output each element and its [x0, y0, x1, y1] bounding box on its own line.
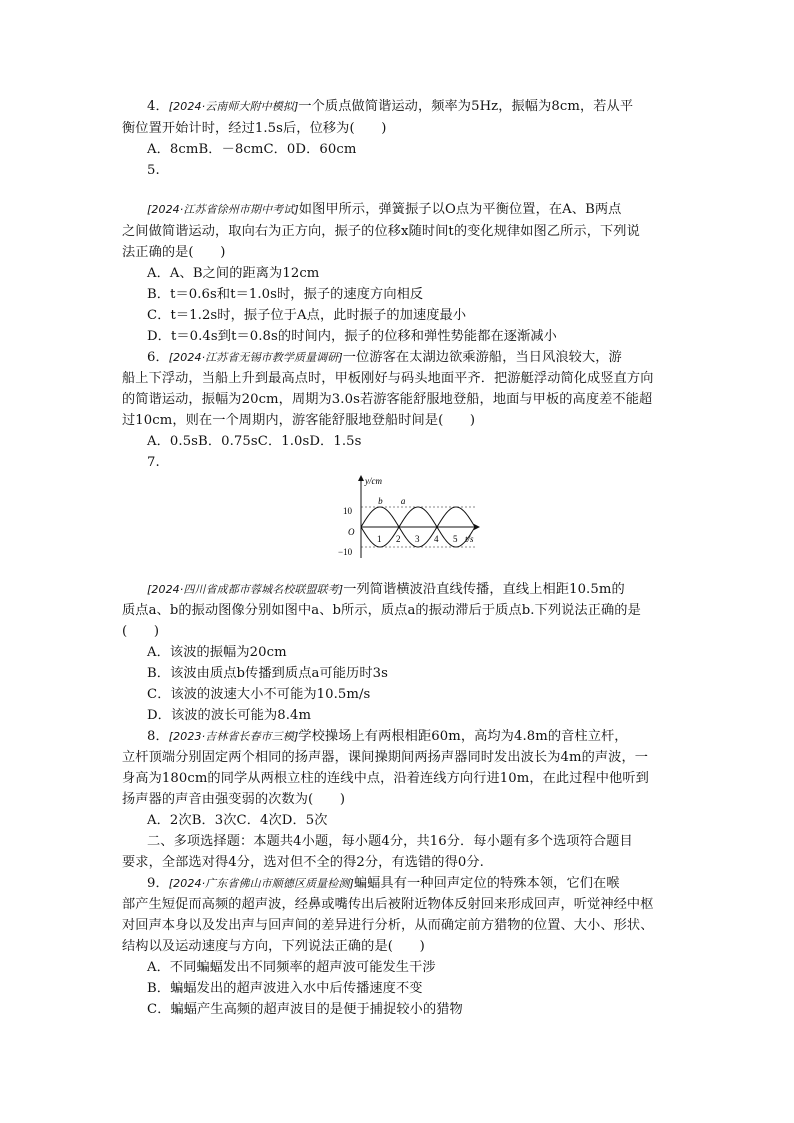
- q7-text1: 一列简谐横波沿直线传播，直线上相距10.5m的: [343, 582, 625, 597]
- section2-line2: 要求，全部选对得4分，选对但不全的得2分，有选错的得0分.: [122, 855, 484, 870]
- q6-line2: 船上下浮动，当船上升到最高点时，甲板刚好与码头地面平齐．把游艇浮动简化成竖直方向: [122, 371, 654, 386]
- origin-label: O: [348, 527, 355, 537]
- vibration-graph: [335, 472, 485, 562]
- x-tick-3: 3: [415, 534, 420, 544]
- q7-number: 7.: [147, 455, 160, 470]
- q9-option-b: B．蝙蝠发出的超声波进入水中后传播速度不变: [147, 981, 423, 996]
- q6-text1: 一位游客在太湖边欲乘游船，当日风浪较大，游: [342, 350, 622, 365]
- y-tick-10: 10: [343, 506, 352, 516]
- q8-line1: [147, 727, 628, 747]
- q6-line1: [147, 348, 622, 368]
- q5-option-b: B．t＝0.6s和t＝1.0s时，振子的速度方向相反: [147, 287, 424, 302]
- q8-line3: 身高为180cm的同学从两根立柱的连线中点，沿着连线方向行进10m，在此过程中他听到: [122, 771, 649, 786]
- q5-text1: 如图甲所示，弹簧振子以O点为平衡位置，在A、B两点: [298, 202, 622, 217]
- q5-option-d: D．t＝0.4s到t＝0.8s的时间内，振子的位移和弹性势能都在逐渐减小: [147, 329, 557, 344]
- q9-text1: 蝙蝠具有一种回声定位的特殊本领，它们在喉: [353, 876, 620, 891]
- q5-line2: 之间做简谐运动，取向右为正方向，振子的位移x随时间t的变化规律如图乙所示，下列说: [122, 224, 640, 239]
- q7-option-b: B．该波由质点b传播到质点a可能历时3s: [147, 666, 388, 681]
- section2-line1: 二、多项选择题：本题共4小题，每小题4分，共16分．每小题有多个选项符合题目: [147, 834, 633, 849]
- x-tick-1: 1: [377, 534, 382, 544]
- q4-line1: [147, 97, 633, 117]
- q7-option-d: D．该波的波长可能为8.4m: [147, 708, 312, 723]
- q7-source: [2024·四川省成都市蓉城名校联盟联考]: [147, 583, 344, 596]
- q9-line4: 结构以及运动速度与方向，下列说法正确的是( ): [122, 939, 425, 954]
- q9-source: [2024·广东省佛山市顺德区质量检测]: [168, 877, 354, 890]
- q7-line2: 质点a、b的振动图像分别如图中a、b所示，质点a的振动滞后于质点b.下列说法正确的是: [122, 603, 641, 618]
- q5-number: 5.: [147, 163, 160, 178]
- q4-number: 4．: [147, 99, 169, 114]
- q6-number: 6．: [147, 350, 169, 365]
- curve-label-b: b: [378, 496, 383, 506]
- q8-line2: 立杆顶端分别固定两个相同的扬声器，课间操期间两扬声器同时发出波长为4m的声波，一: [122, 750, 649, 765]
- q8-number: 8．: [147, 729, 169, 744]
- q6-line3: 的简谐运动，振幅为20cm，周期为3.0s若游客能舒服地登船，地面与甲板的高度差不能超: [122, 392, 653, 407]
- q7-line3: ( ): [122, 624, 160, 639]
- x-tick-5: 5: [453, 534, 458, 544]
- q8-text1: 学校操场上有两根相距60m，高均为4.8m的音柱立杆，: [298, 729, 628, 744]
- q9-line2: 部产生短促而高频的超声波，经鼻或嘴传出后被附近物体反射回来形成回声，听觉神经中枢: [122, 897, 654, 912]
- q5-source: [2024·江苏省徐州市期中考试]: [147, 203, 299, 216]
- q4-options: A．8cmB．－8cmC．0D．60cm: [147, 142, 357, 157]
- q5-option-a: A．A、B之间的距离为12cm: [147, 266, 320, 281]
- q7-option-c: C．该波的波速大小不可能为10.5m/s: [147, 687, 371, 702]
- q9-option-c: C．蝙蝠产生高频的超声波目的是便于捕捉较小的猎物: [147, 1002, 463, 1017]
- q4-source: [2024·云南师大附中模拟]: [168, 100, 299, 113]
- q8-options: A．2次B．3次C．4次D．5次: [147, 813, 328, 828]
- q9-option-a: A．不同蝙蝠发出不同频率的超声波可能发生干涉: [147, 960, 436, 975]
- q4-line2: 衡位置开始计时，经过1.5s后，位移为( ): [122, 121, 387, 136]
- q9-line1: [147, 874, 620, 894]
- q4-text1: 一个质点做简谐运动，频率为5Hz，振幅为8cm，若从平: [298, 99, 634, 114]
- q6-line4: 过10cm，则在一个周期内，游客能舒服地登船时间是( ): [122, 413, 476, 428]
- q7-option-a: A．该波的振幅为20cm: [147, 645, 287, 660]
- q8-source: [2023·吉林省长春市三模]: [168, 730, 299, 743]
- x-axis-label: t/s: [465, 534, 474, 544]
- q7-line1: [147, 580, 625, 600]
- q6-options: A．0.5sB．0.75sC．1.0sD．1.5s: [147, 434, 362, 449]
- y-tick-neg10: −10: [338, 547, 353, 557]
- x-tick-4: 4: [434, 534, 439, 544]
- x-tick-2: 2: [396, 534, 401, 544]
- y-axis-label: y/cm: [365, 476, 382, 486]
- q6-source: [2024·江苏省无锡市教学质量调研]: [168, 351, 343, 364]
- q8-line4: 扬声器的声音由强变弱的次数为( ): [122, 792, 346, 807]
- curve-label-a: a: [400, 496, 406, 506]
- q9-number: 9．: [147, 876, 169, 891]
- q5-line1: [147, 200, 621, 220]
- q9-line3: 对回声本身以及发出声与回声间的差异进行分析，从而确定前方猎物的位置、大小、形状、: [122, 918, 654, 933]
- q5-option-c: C．t＝1.2s时，振子位于A点，此时振子的加速度最小: [147, 308, 467, 323]
- q5-line3: 法正确的是( ): [122, 245, 226, 260]
